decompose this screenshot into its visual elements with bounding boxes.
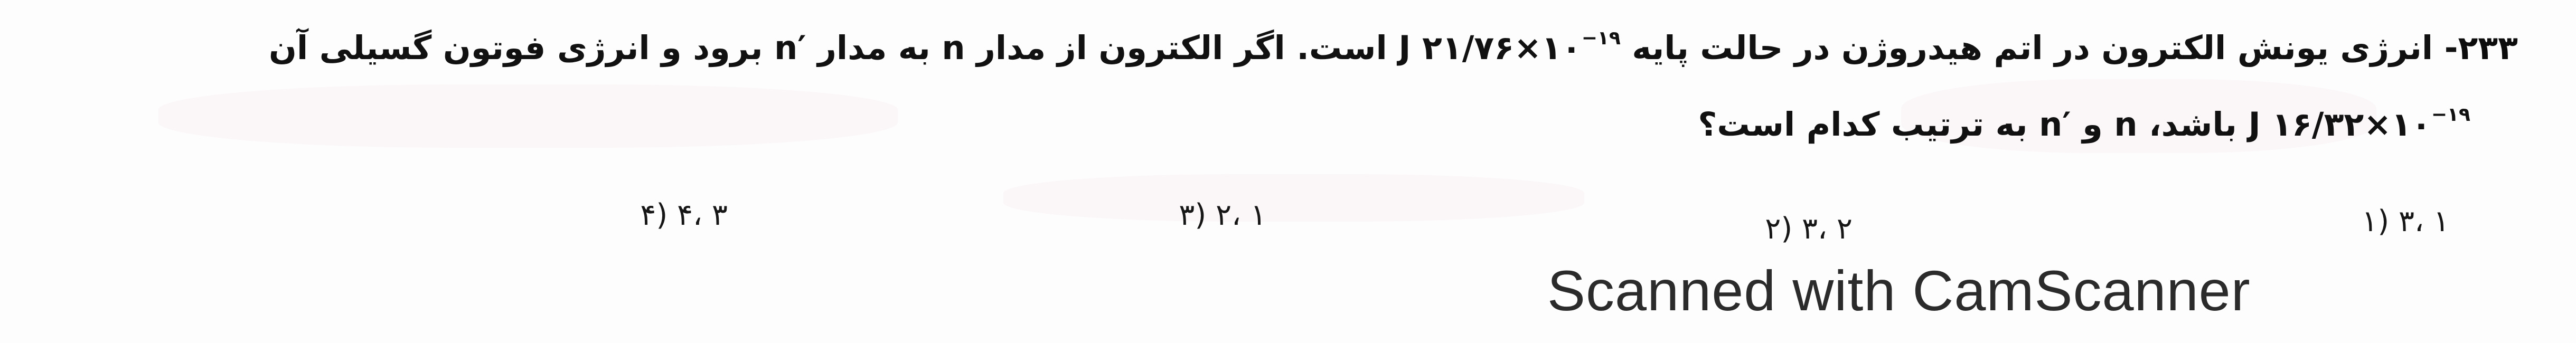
variable-n-prime: n′ <box>2039 105 2071 144</box>
value-exponent: −۱۹ <box>1581 27 1621 49</box>
question-text-part-c: به مدار <box>817 28 930 67</box>
question-text-part-d: برود و انرژی فوتون گسیلی آن <box>269 28 763 67</box>
value-mantissa: ۲۱/۷۶×۱۰ <box>1422 28 1582 67</box>
question-text-part-a: انرژی یونش الکترون در اتم هیدروژن در حالت پایه <box>1632 28 2433 67</box>
variable-n-prime: n′ <box>774 28 806 67</box>
question-value-ionization-energy <box>1398 27 1621 67</box>
answer-options <box>0 198 2576 245</box>
question-number: ۲۳۳ <box>2458 28 2518 67</box>
camscanner-watermark: Scanned with CamScanner <box>1547 259 2251 322</box>
value-unit: J <box>2248 105 2261 144</box>
question-line-1: ۲۳۳- انرژی یونش الکترون در اتم هیدروژن در حالت پایه J $۲۱/۷۶\times ۱۰^{-۱۹}$ است. اگر الکترون از مدار n به مدار n′ برود و انرژی فوتون گسیلی آن <box>269 27 2518 67</box>
value-exponent: −۱۹ <box>2431 104 2470 126</box>
option-4[interactable]: ۴) ۴، ۳ <box>640 198 728 232</box>
question-text-part-b: به ترتیب کدام است؟ <box>1698 105 2028 144</box>
option-1[interactable]: ۱) ۳، ۱ <box>2362 204 2449 239</box>
option-3[interactable]: ۳) ۲، ۱ <box>1179 198 1266 232</box>
question-value-photon-energy <box>2248 104 2470 144</box>
question-line-2 <box>1698 104 2470 144</box>
value-unit: J <box>1398 28 1411 67</box>
option-2[interactable]: ۲) ۳، ۲ <box>1765 212 1853 246</box>
question-text-part-b: است. اگر الکترون از مدار <box>976 28 1387 67</box>
conjunction: و <box>2082 105 2103 144</box>
variable-n: n <box>942 28 965 67</box>
value-mantissa: ۱۶/۳۲×۱۰ <box>2272 105 2431 144</box>
variable-n: n <box>2114 105 2138 144</box>
question-text-part-a: باشد، <box>2149 105 2237 144</box>
scan-smudge <box>158 84 898 148</box>
